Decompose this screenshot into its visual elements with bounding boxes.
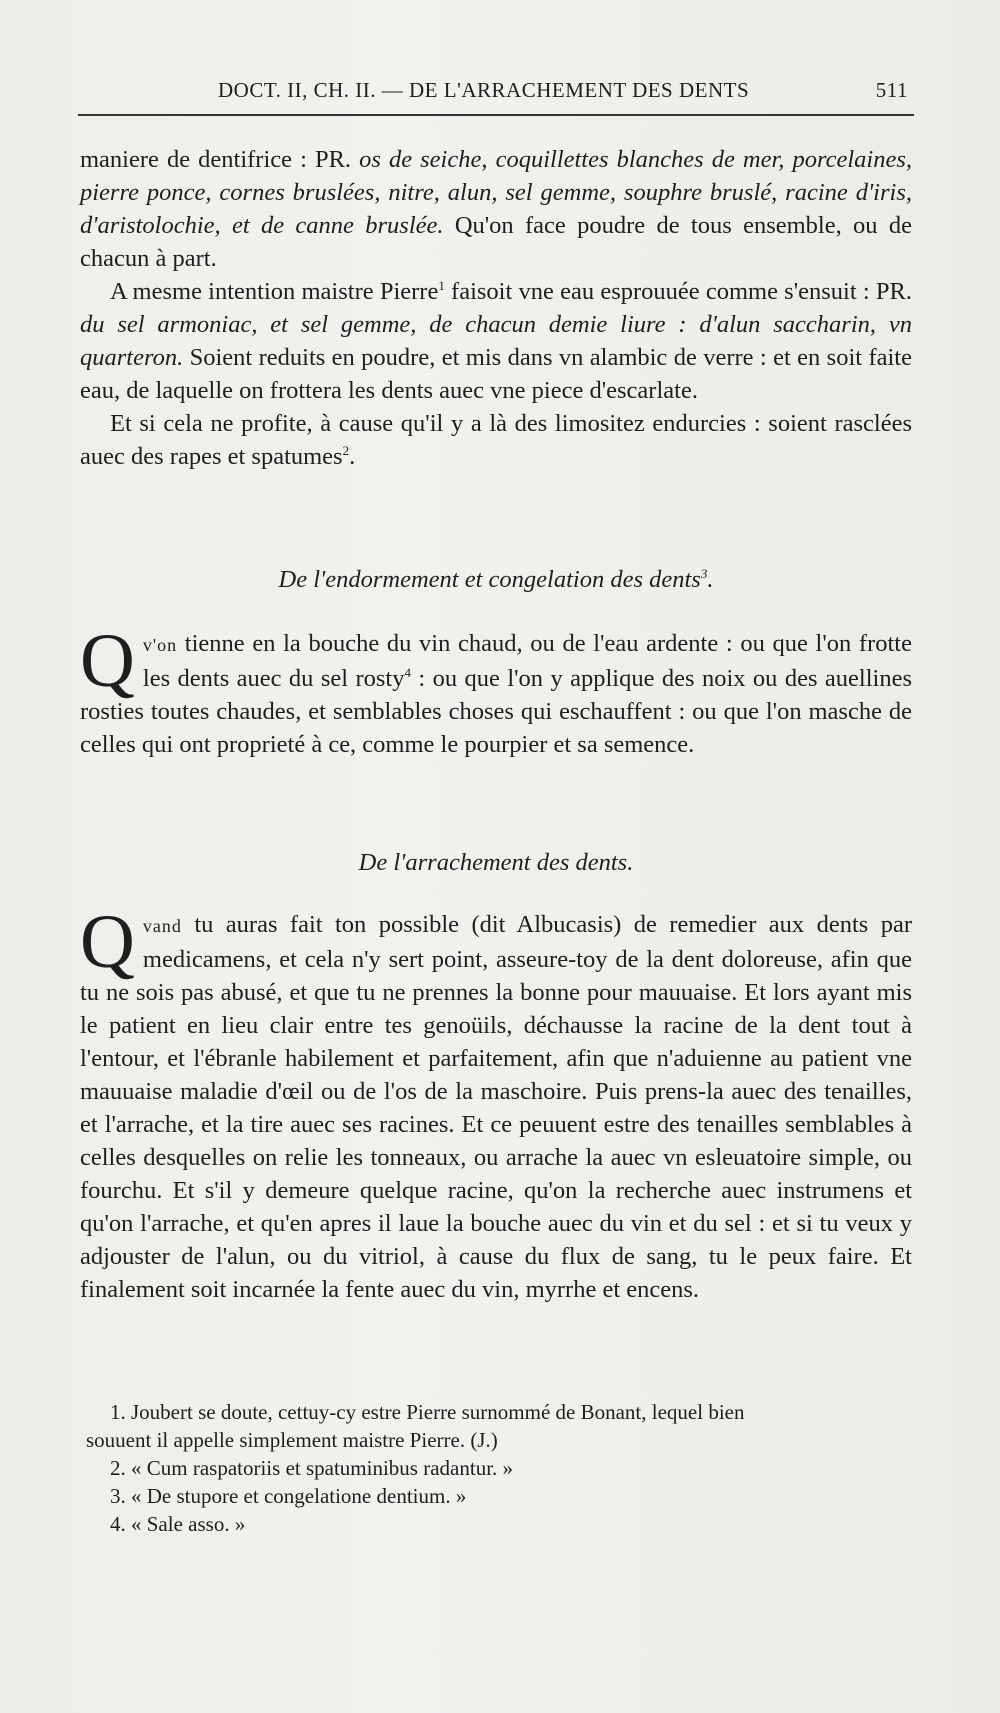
footnote-1-continued: souuent il appelle simplement maistre Pierre. (J.) xyxy=(86,1428,498,1452)
text-run: A mesme intention maistre Pierre xyxy=(110,278,439,305)
text-run: , xyxy=(481,146,496,173)
drop-cap: Q xyxy=(80,900,135,984)
running-header xyxy=(78,78,914,116)
text-run: faisoit vne eau esprouuée comme s'ensuit : PR. xyxy=(444,278,912,305)
paragraph-limositez xyxy=(80,407,912,473)
text-run: . xyxy=(349,443,356,470)
footnote-1: 1. Joubert se doute, cettuy-cy estre Pierre surnommé de Bonant, lequel bien xyxy=(110,1400,745,1424)
footnote-ref: 2 xyxy=(342,443,350,458)
drop-cap: Q xyxy=(80,619,135,703)
running-title: DOCT. II, CH. II. — DE L'ARRACHEMENT DES DENTS xyxy=(218,78,750,102)
italic-run: os de seiche xyxy=(359,146,482,173)
paragraph-arrachement xyxy=(80,900,912,1306)
heading-text: . xyxy=(707,566,714,593)
page-number: 511 xyxy=(875,78,908,102)
paragraph-endormement xyxy=(80,619,912,761)
heading-text: De l'endormement et congelation des dents xyxy=(278,566,701,593)
text-run: maniere de dentifrice : PR. xyxy=(80,146,360,173)
text-run: Et si cela ne profite, à cause qu'il y a là des limositez endurcies : soient rasclées auec des rapes et spatumes xyxy=(80,410,912,470)
section-heading-arrachement: De l'arrachement des dents. xyxy=(358,849,634,876)
text-run: tienne en la bouche du vin chaud, ou de l'eau ardente : ou que l'on frotte les dents auec du sel rosty xyxy=(142,630,912,692)
footnotes xyxy=(86,1398,920,1538)
paragraph-dentifrice xyxy=(80,143,912,275)
footnote-ref: 4 xyxy=(404,665,411,680)
italic-run: coquillettes blanches de mer, porcelaines, pierre ponce, cornes bruslées, nitre, alun, sel gemme, souphre bruslé, racine d'iris, d'aristolochie, et de canne bruslée. xyxy=(80,146,913,239)
text-run: : ou que l'on y applique des noix ou des auellines rosties toutes chaudes, et semblables choses qui eschauffent : ou que l'on masche de celles qui ont proprieté à ce, comme le pourpier et sa semence. xyxy=(80,665,912,758)
paragraph-eau-esprouuee xyxy=(80,275,912,407)
text-run: tu auras fait ton possible (dit Albucasis) de remedier aux dents par medicamens, et cela n'y sert point, asseure-toy de la dent doloreuse, afin que tu ne sois pas abusé, et que tu ne prennes la bonne pour mauuaise. Et lors ayant mis le patient en lieu clair entre tes genoüils, déchausse la racine de la dent tout à l'entour, et l'ébranle habilement et parfaitement, afin que n'aduienne au patient vne mauuaise maladie d'œil ou de l'os de la maschoire. Puis prens-la auec des tenailles, et l'arrache, et la tire auec ses racines. Et ce peuuent estre des tenailles semblables à celles desquelles on relie les tonneaux, ou arrache la auec vn esleuatoire simple, ou fourchu. Et s'il y demeure quelque racine, qu'on la recherche auec instrumens et qu'on l'arrache, et qu'en apres il laue la bouche auec du vin et du sel : et si tu veux y adjouster de l'alun, ou du vitriol, à cause du flux de sang, tu le peux faire. Et finalement soit incarnée la fente auec du vin, myrrhe et encens. xyxy=(80,911,912,1303)
section-heading-endormement xyxy=(80,563,912,596)
italic-run: du sel armoniac, et sel gemme, de chacun demie liure : d'alun saccharin, vn quarteron. xyxy=(80,311,912,371)
footnote-ref: 1 xyxy=(438,278,445,293)
footnote-3: 3. « De stupore et congelatione dentium. » xyxy=(110,1484,467,1508)
lead-word: vand xyxy=(142,916,182,936)
main-text xyxy=(80,143,913,1303)
footnote-4: 4. « Sale asso. » xyxy=(110,1512,246,1536)
lead-word: v'on xyxy=(142,635,178,655)
text-run: Soient reduits en poudre, et mis dans vn alambic de verre : et en soit faite eau, de laquelle on frottera les dents auec vne piece d'escarlate. xyxy=(80,344,912,404)
text-run: Qu'on face poudre de tous ensemble, ou de chacun à part. xyxy=(80,212,912,272)
footnote-2: 2. « Cum raspatoriis et spatuminibus radantur. » xyxy=(110,1456,514,1480)
footnote-ref: 3 xyxy=(700,566,708,581)
